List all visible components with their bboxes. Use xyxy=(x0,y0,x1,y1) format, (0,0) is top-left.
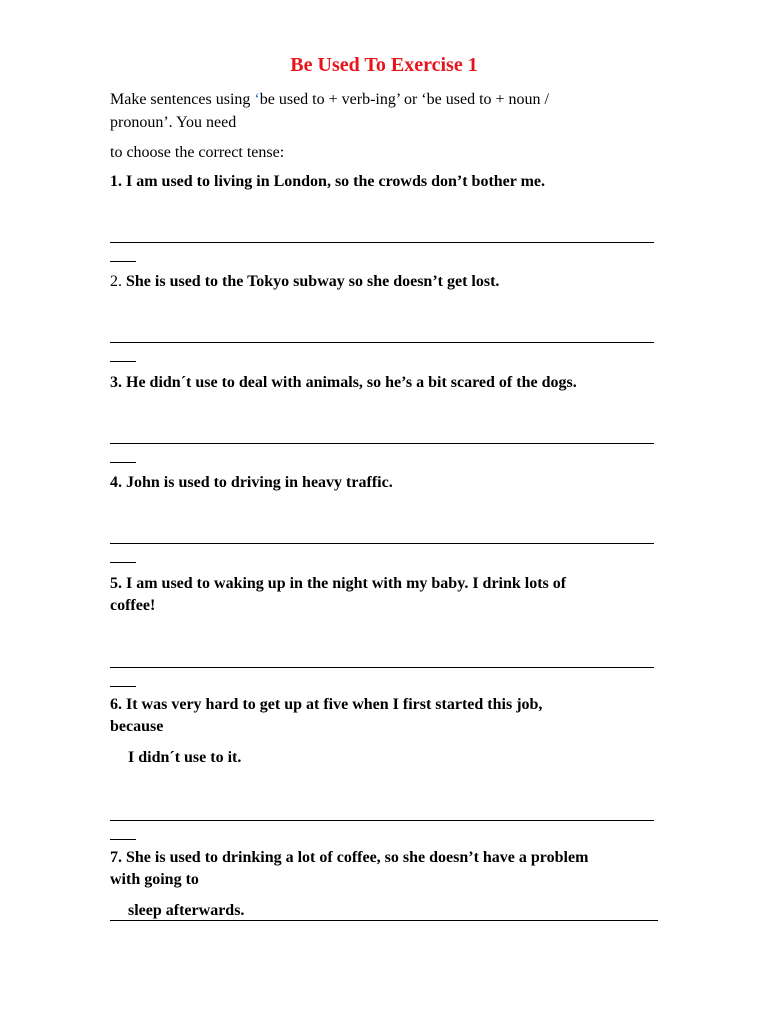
question-1 xyxy=(110,171,670,193)
question-5 xyxy=(110,573,670,617)
answer-line-3[interactable] xyxy=(110,421,658,466)
answer-line-6[interactable] xyxy=(110,798,658,843)
question-6-number: 6. xyxy=(110,696,122,713)
answer-line-7[interactable] xyxy=(110,920,658,921)
instructions-line-1a: Make sentences using xyxy=(110,91,255,108)
instructions-line-3: to choose the correct tense: xyxy=(110,144,285,161)
question-5-text-cont: coffee! xyxy=(110,597,156,614)
question-7-text-cont-2: sleep afterwards. xyxy=(128,902,245,919)
question-3 xyxy=(110,372,670,394)
question-4 xyxy=(110,472,670,494)
question-4-text: John is used to driving in heavy traffic. xyxy=(126,474,393,491)
answer-line-5[interactable] xyxy=(110,645,658,690)
worksheet-title: Be Used To Exercise 1 xyxy=(290,54,478,76)
question-7-number: 7. xyxy=(110,849,122,866)
question-7 xyxy=(110,847,670,891)
instructions-quote-mark: ‘ xyxy=(254,91,260,108)
question-4-number: 4. xyxy=(110,474,122,491)
question-5-text: I am used to waking up in the night with my baby. I drink lots of xyxy=(126,575,567,592)
answer-line-4[interactable] xyxy=(110,521,658,566)
question-1-number: 1. xyxy=(110,173,122,190)
question-5-number: 5. xyxy=(110,575,122,592)
answer-line-1[interactable] xyxy=(110,220,658,265)
question-2-number: 2. xyxy=(110,273,122,290)
question-6-text-cont: because xyxy=(110,718,164,735)
question-6-text: It was very hard to get up at five when I first started this job, xyxy=(126,696,543,713)
question-2-text: She is used to the Tokyo subway so she doesn’t get lost. xyxy=(126,273,500,290)
question-3-number: 3. xyxy=(110,374,122,391)
answer-line-2[interactable] xyxy=(110,320,658,365)
instructions-line-1b: be used to + verb-ing’ or ‘be used to + noun / xyxy=(259,91,549,108)
question-1-text: I am used to living in London, so the crowds don’t bother me. xyxy=(126,173,546,190)
question-3-text: He didn´t use to deal with animals, so he’s a bit scared of the dogs. xyxy=(126,374,577,391)
instructions-line-2: pronoun’. You need xyxy=(110,114,237,131)
question-7-text: She is used to drinking a lot of coffee, so she doesn’t have a problem xyxy=(126,849,589,866)
question-6-line-3 xyxy=(110,747,670,769)
question-6 xyxy=(110,694,670,738)
question-7-line-3 xyxy=(110,900,670,922)
question-6-text-cont-2: I didn´t use to it. xyxy=(128,749,242,766)
question-2 xyxy=(110,271,670,293)
question-7-text-cont: with going to xyxy=(110,871,199,888)
instructions xyxy=(110,88,670,134)
